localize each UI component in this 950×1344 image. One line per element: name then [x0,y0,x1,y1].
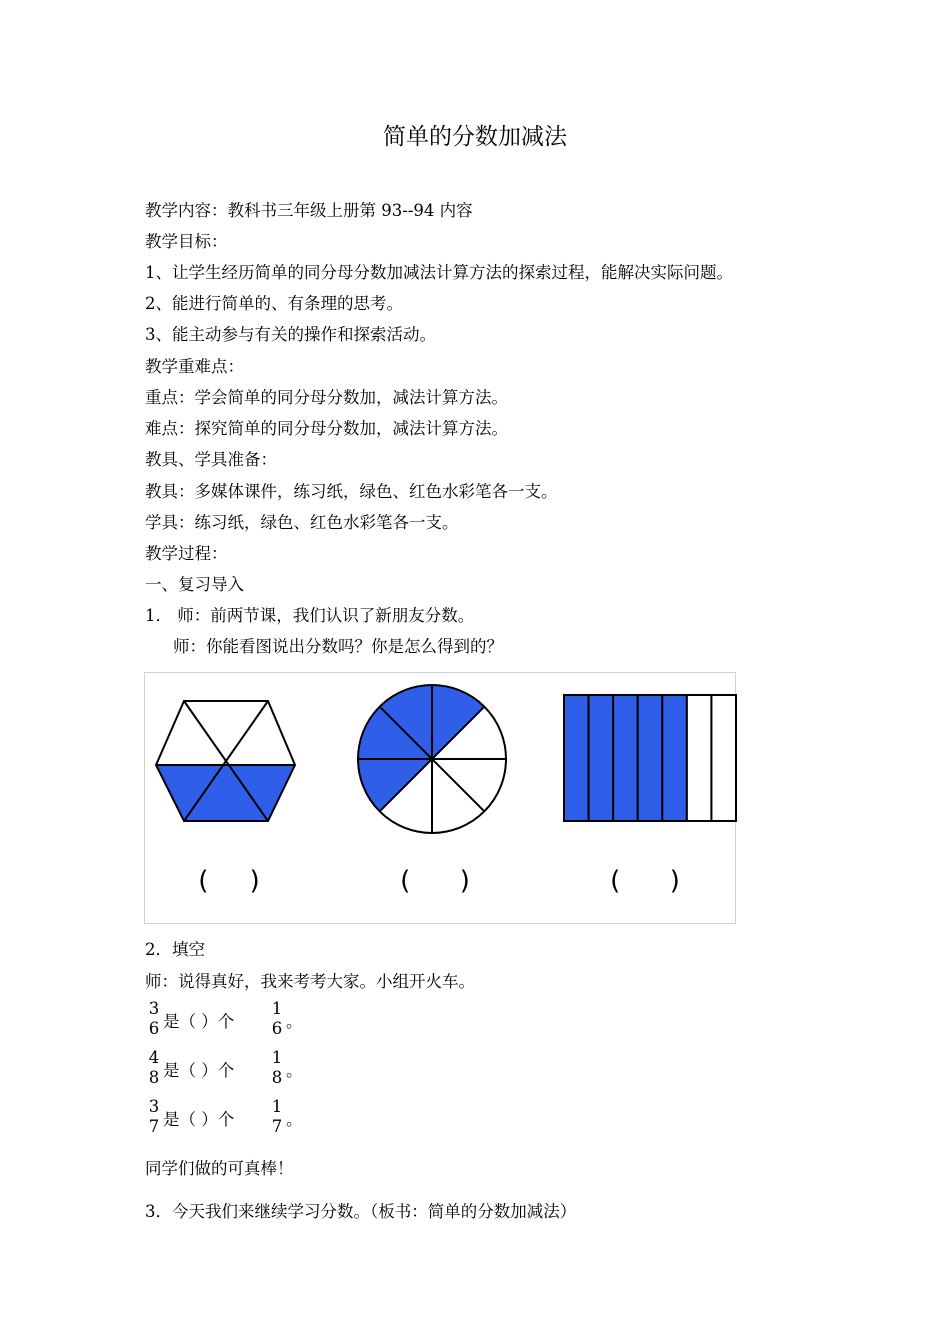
rectangle-shaded-strip [638,695,663,821]
fraction-denominator: 7 [271,1117,283,1136]
hexagon-shaded-bottom [156,765,295,821]
text-line: 教具：多媒体课件，练习纸，绿色、红色水彩笔各一支。 [145,482,558,501]
fraction [147,999,161,1039]
fraction-numerator: 1 [271,999,283,1018]
fill-blank-row [145,999,445,1045]
fraction-denominator: 6 [271,1019,283,1038]
text-line: 3、能主动参与有关的操作和探索活动。 [145,325,436,344]
circle-shaded-sector [358,759,432,811]
fraction-figure [144,672,736,924]
fill-blank-row [145,1048,445,1094]
text-line: 教具、学具准备： [145,450,277,469]
fraction [147,1097,161,1137]
hexagon-figure [156,701,295,821]
rectangle-shaded-strip [662,695,687,821]
text-line: 教学目标： [145,232,228,251]
text-line: 一、复习导入 [145,575,244,594]
fraction-numerator: 1 [271,1048,283,1067]
unit-fraction [270,999,284,1039]
rectangle-empty-strip [687,695,712,821]
answer-bracket: ( ) [198,866,260,896]
text-line: 教学过程： [145,544,228,563]
circle-figure [358,685,506,833]
text-line: 3．今天我们来继续学习分数。（板书：简单的分数加减法） [145,1202,577,1221]
fraction-numerator: 1 [271,1097,283,1116]
text-line: 教学内容：教科书三年级上册第 93--94 内容 [145,201,473,220]
fraction-numerator: 4 [148,1048,160,1067]
fill-blank-row [145,1097,445,1143]
fraction [147,1048,161,1088]
text-line: 1． 师：前两节课，我们认识了新朋友分数。 [145,606,475,625]
fraction-denominator: 6 [148,1019,160,1038]
fraction-numerator: 3 [148,999,160,1018]
unit-fraction [270,1097,284,1137]
unit-fraction [270,1048,284,1088]
period: 。 [286,1061,303,1080]
text-line: 师：你能看图说出分数吗？你是怎么得到的？ [173,637,503,656]
text-line: 重点：学会简单的同分母分数加，减法计算方法。 [145,388,508,407]
fraction-denominator: 8 [271,1068,283,1087]
blank-text: 是（ ）个 [163,1110,235,1129]
text-line: 师：说得真好，我来考考大家。小组开火车。 [145,972,475,991]
text-line: 2．填空 [145,940,205,959]
fraction-denominator: 7 [148,1117,160,1136]
page-title: 简单的分数加减法 [383,124,567,150]
circle-shaded-sector [432,685,484,759]
blank-text: 是（ ）个 [163,1012,235,1031]
text-line: 难点：探究简单的同分母分数加，减法计算方法。 [145,419,508,438]
period: 。 [286,1012,303,1031]
text-line: 2、能进行简单的、有条理的思考。 [145,294,403,313]
fraction-numerator: 3 [148,1097,160,1116]
rectangle-empty-strip [711,695,736,821]
answer-bracket: ( ) [610,866,680,896]
text-line: 同学们做的可真棒！ [145,1159,294,1178]
text-line: 1、让学生经历简单的同分母分数加减法计算方法的探索过程，能解决实际问题。 [145,263,733,282]
rectangle-shaded-strip [564,695,589,821]
blank-text: 是（ ）个 [163,1061,235,1080]
rectangle-figure [564,695,736,821]
period: 。 [286,1110,303,1129]
answer-bracket: ( ) [400,866,470,896]
rectangle-shaded-strip [589,695,614,821]
text-line: 学具：练习纸，绿色、红色水彩笔各一支。 [145,513,459,532]
fraction-shapes-svg [145,673,737,925]
rectangle-shaded-strip [613,695,638,821]
fraction-denominator: 8 [148,1068,160,1087]
text-line: 教学重难点： [145,357,244,376]
